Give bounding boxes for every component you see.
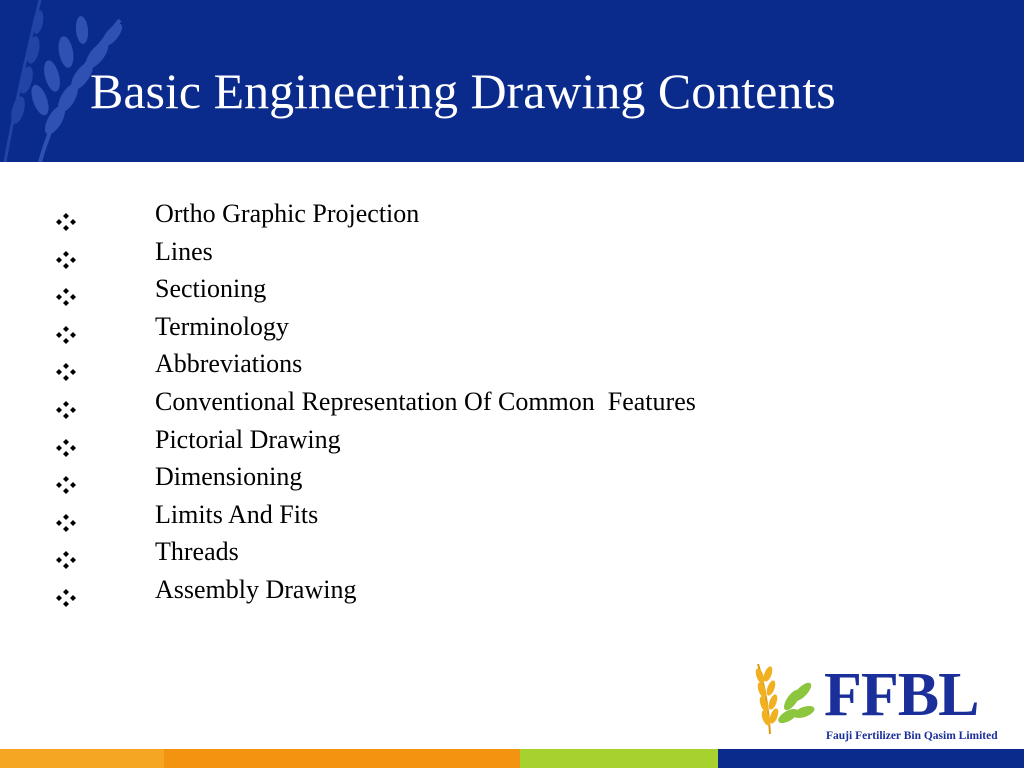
company-logo	[748, 656, 1024, 748]
list-item-label: Sectioning	[155, 274, 267, 304]
diamond-four-icon	[55, 281, 77, 299]
wheat-logo-icon	[748, 656, 828, 736]
diamond-four-icon	[55, 244, 77, 262]
diamond-four-icon	[55, 432, 77, 450]
footer-segment	[520, 749, 718, 768]
footer-color-bar	[0, 749, 1024, 768]
list-item-label: Lines	[155, 236, 213, 266]
diamond-four-icon	[55, 356, 77, 374]
title-banner	[0, 0, 1024, 162]
footer-segment	[718, 749, 1024, 768]
diamond-four-icon	[55, 319, 77, 337]
diamond-four-icon	[55, 469, 77, 487]
list-item-label: Abbreviations	[155, 349, 303, 379]
list-item-label: Dimensioning	[155, 462, 303, 492]
footer-segment	[164, 749, 520, 768]
slide-title: Basic Engineering Drawing Contents	[90, 63, 836, 119]
diamond-four-icon	[55, 507, 77, 525]
diamond-four-icon	[55, 582, 77, 600]
list-item-label: Terminology	[155, 311, 289, 341]
diamond-four-icon	[55, 544, 77, 562]
list-item-label: Pictorial Drawing	[155, 424, 341, 454]
company-name: Fauji Fertilizer Bin Qasim Limited	[826, 730, 998, 742]
list-item-label: Assembly Drawing	[155, 574, 357, 604]
diamond-four-icon	[55, 206, 77, 224]
list-item-label: Conventional Representation Of Common Features	[155, 386, 696, 416]
logo-wordmark: FFBL	[824, 661, 979, 729]
footer-segment	[0, 749, 164, 768]
diamond-four-icon	[55, 394, 77, 412]
list-item-label: Limits And Fits	[155, 499, 319, 529]
list-item-label: Ortho Graphic Projection	[155, 199, 420, 228]
list-item-label: Threads	[155, 537, 239, 567]
